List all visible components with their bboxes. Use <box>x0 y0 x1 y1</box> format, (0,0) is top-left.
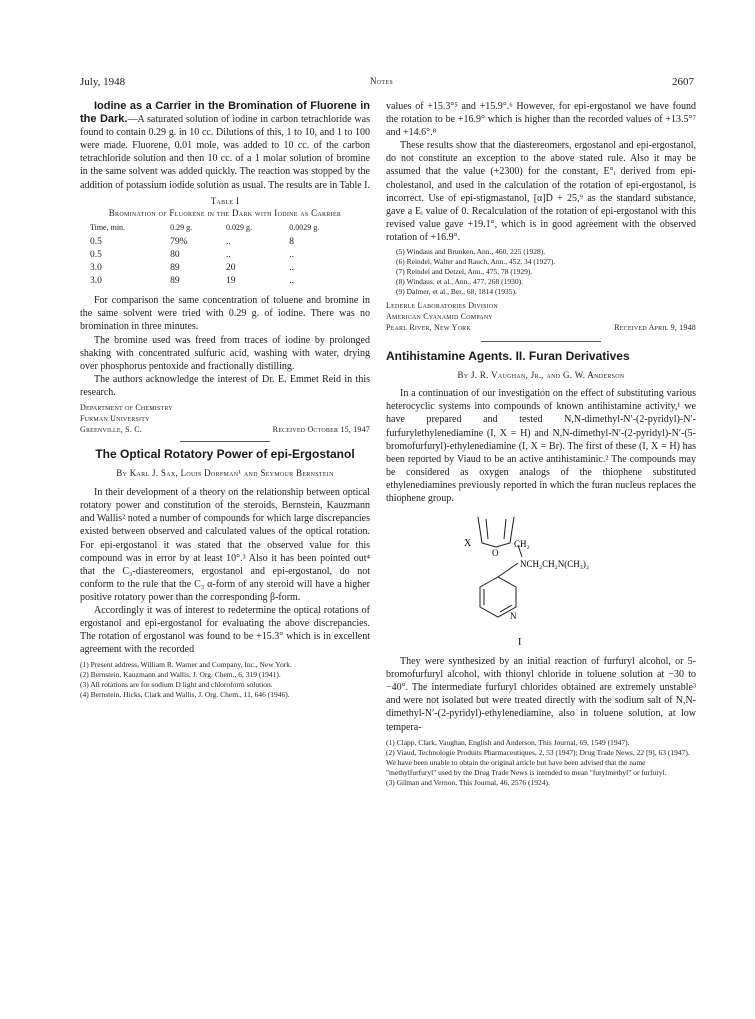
table-label: Table I <box>210 195 240 206</box>
table-header-cell: 0.029 g. <box>225 222 252 232</box>
reference: (5) Windaus and Brunken, Ann., 460, 225 (1928). <box>396 247 546 257</box>
table-cell: 19 <box>225 276 236 287</box>
structure-n: N <box>510 611 517 622</box>
iodine-paragraph-3: The bromine used was freed from traces of iodine by prolonged shaking with concentrated sulfuric acid, washing with water, drying over phosphorus pentoxide and fractionally distilling. <box>80 334 370 372</box>
structure-o: O <box>492 548 499 559</box>
table-cell: 0.5 <box>90 236 102 247</box>
left-column <box>80 100 370 700</box>
table-cell: .. <box>289 249 294 260</box>
running-header <box>80 76 694 92</box>
reference: (8) Windaus, et al., Ann., 477, 268 (1930). <box>396 277 524 287</box>
footnote: (2) Bernstein, Kauzmann and Wallis, J. Org. Chem., 6, 319 (1941). <box>80 670 281 680</box>
structure-svg <box>386 505 696 655</box>
structure-label: I <box>518 637 522 649</box>
table-header-cell: 0.0029 g. <box>289 222 320 232</box>
table-cell: .. <box>225 236 231 247</box>
footnote: (3) All rotations are for sodium D light and chloroform solution. <box>80 680 273 690</box>
iodine-body: —A saturated solution of iodine in carbon tetrachloride was found to contain 0.29 g. in 10 cc. Dilutions of this, 1 to 10, and 1 to 100 were made. Fluorene, 0.01 mole, was added to 10 cc. of the carbon tetrachloride solution and then 10 cc. of a 1 molar solution of bromine in the same solvent was added quickly. The reaction was stopped by the addition of potassium iodide solution as usual. The results are in Table I. <box>80 114 370 191</box>
table-header-cell: Time, min. <box>90 222 126 232</box>
structure-diagram <box>386 505 696 655</box>
header-page-number: 2607 <box>672 76 694 88</box>
iodine-title: Iodine as a Carrier in the Bromination of Fluorene in the Dark. <box>80 100 370 126</box>
table-caption: Bromination of Fluorene in the Dark with Iodine as Carrier <box>108 207 342 218</box>
antihistamine-title: Antihistamine Agents. II. Furan Derivatives <box>386 349 630 364</box>
footnote: (3) Gilman and Vernon, This Journal, 46, 2576 (1924). <box>386 777 550 787</box>
table-cell: 79% <box>170 236 188 247</box>
table-row <box>86 249 356 262</box>
iodine-paragraph-1 <box>80 100 370 192</box>
table-header-row <box>86 221 356 236</box>
table-cell: 89 <box>170 263 180 274</box>
optical-authors: By Karl J. Sax, Louis Dorfman¹ and Seymour Bernstein <box>116 468 334 479</box>
furan-double-bond <box>504 519 506 539</box>
table-cell: 8 <box>289 236 294 247</box>
table-cell: 0.5 <box>90 249 102 260</box>
antihistamine-footnotes <box>386 738 696 788</box>
received-date: Received April 9, 1948 <box>614 323 696 333</box>
right-column <box>386 100 696 788</box>
table-header-cell: 0.29 g. <box>170 222 193 232</box>
bromination-table <box>86 221 356 288</box>
header-date: July, 1948 <box>80 76 126 88</box>
table-row <box>86 262 356 275</box>
table-cell: 3.0 <box>90 263 102 274</box>
table-row <box>86 236 356 249</box>
footnote: (2) Viaud, Technologie Produits Pharmaceutiques, 2, 53 (1947); Drug Trade News, 22 [9], 63 (1947). We have been unable to obtain the original article but have been advised that the name "methylfurfuryl" used by the Drug Trade News is intended to mean "furylmethyl" or furfuryl. <box>386 747 690 777</box>
reference: (6) Reindel, Walter and Rauch, Ann., 452, 34 (1927). <box>396 257 556 267</box>
footnote: (1) Present address, William R. Warner and Company, Inc., New York. <box>80 660 292 670</box>
optical-title: The Optical Rotatory Power of epi-Ergostanol <box>95 446 355 461</box>
table-cell: 89 <box>170 276 180 287</box>
table-cell: 80 <box>170 249 180 260</box>
header-section: Notes <box>370 76 393 86</box>
furan-ring <box>478 517 514 547</box>
address-line: Lederle Laboratories Division <box>386 301 498 311</box>
footnote: (4) Bernstein, Hicks, Clark and Wallis, J. Org. Chem., 11, 646 (1946). <box>80 690 290 700</box>
optical-references <box>396 247 696 297</box>
optical-paragraph-1: In their development of a theory on the relationship between optical rotatory power and constitution of the steroids, Bernstein, Kauzmann and Wallis² noted a number of compounds for which large discrepancies existed between observed and calculated values of the optical rotation. For epi-ergostanol it was stated that the observed value for this compound was in error by at least 10°.³ Also it has been pointed out⁴ that the C₃-diastereomers, ergostanol and epi-ergostanol, do not conform to the rule that the C₃ α-form of any steroid will have a higher positive rotatory power than the corresponding β-form. <box>80 487 370 603</box>
optical-paragraph-3: values of +15.3°⁵ and +15.9°.⁶ However, for epi-ergostanol we have found the rotation to be +16.9° which is higher than the recorded values of +13.5°⁷ and +14.6°.⁸ <box>386 101 696 139</box>
divider <box>180 441 270 442</box>
table-cell: .. <box>289 263 294 274</box>
address-line: Greenville, S. C. <box>80 424 142 434</box>
address-line: Furman University <box>80 413 150 423</box>
address-line: Department of Chemistry <box>80 402 173 412</box>
footnote: (1) Clapp, Clark, Vaughan, English and Anderson, This Journal, 69, 1549 (1947). <box>386 737 630 747</box>
table-cell: 3.0 <box>90 276 102 287</box>
iodine-paragraph-2: For comparison the same concentration of toluene and bromine in the same solvent were tried with 0.29 g. of iodine. There was no bromination in three minutes. <box>80 295 370 333</box>
antihistamine-paragraph-2: They were synthesized by an initial reaction of furfuryl alcohol, or 5-bromofurfuryl alcohol, with thionyl chloride in toluene solution at −30 to −40°. The intermediate furfuryl chlorides obtained are extremely unstable³ and were not isolated but were treated directly with the sodium salt of N,N-dimethyl-N′-(2-pyridyl)-ethylenediamine, also in toluene solution, at low tempera- <box>386 656 696 733</box>
furan-double-bond <box>486 519 488 539</box>
table-cell: .. <box>225 249 231 260</box>
reference: (9) Dalmer, et al., Ber., 68, 1814 (1935). <box>396 287 517 297</box>
optical-footnotes <box>80 660 370 700</box>
reference: (7) Reindel and Detzel, Ann., 475, 78 (1929). <box>396 267 533 277</box>
table-cell: .. <box>289 276 294 287</box>
antihistamine-paragraph-1: In a continuation of our investigation on the effect of substituting various heterocyclic systems into compounds of known antihistamine activity,¹ we have prepared and tested N,N-dimethyl-N′-(2-pyridyl)-N′-furfurylethylenediamine (I, X = H) and N,N-dimethyl-N′-(2-pyridyl)-N′-(5-bromofurfuryl)-ethylenediamine (I, X = Br). The first of these (I, X = H) has been reported by Viaud to be an active antihistaminic.² The compounds may be considered as oxygen analogs of the thiophene substituted ethylenediamines previously reported in which the furan nucleus replaces the thiophene group. <box>386 388 696 504</box>
table-cell: 20 <box>225 263 236 274</box>
n-pyridine-bond <box>498 563 518 577</box>
table-row <box>86 275 356 288</box>
address-line: American Cyanamid Company <box>386 312 493 322</box>
table-body <box>86 236 356 288</box>
structure-ch2: CH₂ <box>514 539 530 550</box>
optical-address <box>386 300 696 333</box>
iodine-paragraph-4: The authors acknowledge the interest of Dr. E. Emmet Reid in this research. <box>80 373 370 398</box>
structure-chain: NCH₂CH₂N(CH₃)₂ <box>520 559 590 570</box>
address-line: Pearl River, New York <box>386 323 471 333</box>
structure-x: X <box>464 538 472 550</box>
divider <box>481 341 601 342</box>
antihistamine-authors: By J. R. Vaughan, Jr., and G. W. Anderson <box>457 370 625 381</box>
optical-paragraph-2: Accordingly it was of interest to redetermine the optical rotations of ergostanol and epi-ergostanol for evaluating the above discrepancies. The rotation of ergostanol was found to be +15.3° which is in excellent agreement with the recorded <box>80 605 370 656</box>
received-date: Received October 15, 1947 <box>272 424 370 434</box>
optical-paragraph-4: These results show that the diastereomers, ergostanol and epi-ergostanol, do not constitute an exception to the above stated rule. Also it may be assumed that the value (+2300) for the constant, E°ᵢ derived from epi-cholestanol, and used in the calculation of the rotation of epi-ergostanol, is incorrect. Use of epi-stigmastanol, [α]D + 25,⁹ as the standard substance, gave a Eᵢ value of 0. Recalculation of the rotation of epi-ergostanol with this revised value gave +19.1°, which is in good agreement with the observed rotation of +16.9°. <box>386 140 696 243</box>
iodine-address <box>80 402 370 435</box>
